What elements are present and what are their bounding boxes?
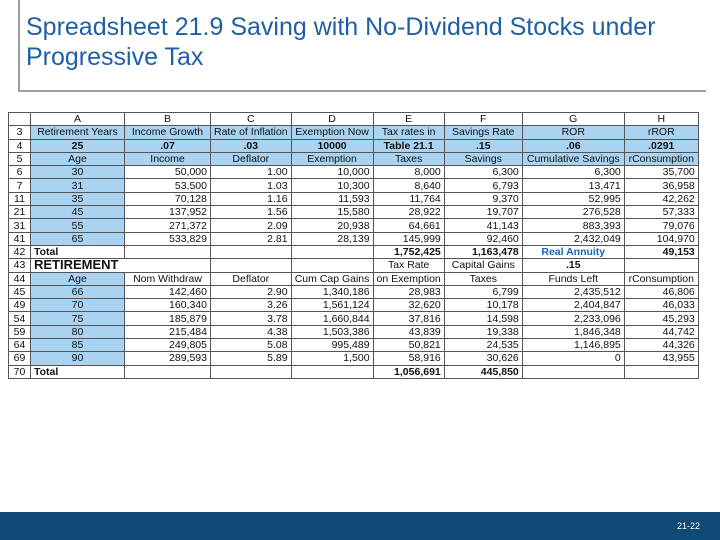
cell: 1,660,844 (291, 312, 373, 325)
cell: 25 (31, 139, 125, 152)
cell: 160,340 (125, 299, 211, 312)
total-label: Total (31, 245, 125, 258)
cell (211, 259, 292, 272)
cell: .15 (444, 139, 522, 152)
cell: 276,528 (522, 206, 624, 219)
cell (522, 365, 624, 378)
cell: 10,300 (291, 179, 373, 192)
row-number: 54 (9, 312, 31, 325)
row-number: 45 (9, 285, 31, 298)
cell: Age (31, 152, 125, 165)
cell: Cumulative Savings (522, 152, 624, 165)
cell: 883,393 (522, 219, 624, 232)
table-row (9, 325, 699, 338)
cell: 13,471 (522, 179, 624, 192)
cell: 9,370 (444, 192, 522, 205)
cell: Taxes (373, 152, 444, 165)
cell: 2.09 (211, 219, 292, 232)
cell: 35 (31, 192, 125, 205)
cell: 44,326 (624, 339, 698, 352)
data-header-row (9, 152, 699, 165)
total-savings: 1,163,478 (444, 245, 522, 258)
cell: Age (31, 272, 125, 285)
real-annuity-label: Real Annuity (522, 245, 624, 258)
cell: 2,432,049 (522, 232, 624, 245)
cell: 1.16 (211, 192, 292, 205)
cell: .07 (125, 139, 211, 152)
cell: 137,952 (125, 206, 211, 219)
row-number: 21 (9, 206, 31, 219)
cell: Table 21.1 (373, 139, 444, 152)
cell (211, 365, 292, 378)
cell: Tax rates in (373, 126, 444, 139)
cell: 50,000 (125, 166, 211, 179)
cell: 6,793 (444, 179, 522, 192)
cell: 70 (31, 299, 125, 312)
cell: 19,707 (444, 206, 522, 219)
table-row (9, 219, 699, 232)
cell: 2,404,847 (522, 299, 624, 312)
cell: 3.78 (211, 312, 292, 325)
cell: 80 (31, 325, 125, 338)
column-header-f: F (444, 113, 522, 126)
column-header-e: E (373, 113, 444, 126)
row-number: 64 (9, 339, 31, 352)
cell: rROR (624, 126, 698, 139)
table-row (9, 179, 699, 192)
cell (624, 365, 698, 378)
cell: on Exemption (373, 272, 444, 285)
cell: 28,922 (373, 206, 444, 219)
row-number: 69 (9, 352, 31, 365)
row-number: 42 (9, 245, 31, 258)
working-total-row (9, 245, 699, 258)
cell: 1.56 (211, 206, 292, 219)
total-label: Total (31, 365, 125, 378)
cell (125, 365, 211, 378)
retirement-header-row (9, 259, 699, 272)
title-divider (18, 90, 706, 92)
table-row (9, 206, 699, 219)
row-number: 5 (9, 152, 31, 165)
cell: 28,983 (373, 285, 444, 298)
parameter-value-row (9, 139, 699, 152)
row-number: 49 (9, 299, 31, 312)
cell: 6,300 (444, 166, 522, 179)
cell: Savings (444, 152, 522, 165)
cell: 185,879 (125, 312, 211, 325)
cell: 1,146,895 (522, 339, 624, 352)
cell: 31 (31, 179, 125, 192)
cell: Tax Rate (373, 259, 444, 272)
real-annuity-value: 49,153 (624, 245, 698, 258)
cell: 1,561,124 (291, 299, 373, 312)
cell: 8,000 (373, 166, 444, 179)
cell: 43,839 (373, 325, 444, 338)
cell: 11,764 (373, 192, 444, 205)
cell: 3.26 (211, 299, 292, 312)
cell: Funds Left (522, 272, 624, 285)
page-number: 21-22 (676, 521, 700, 531)
cell: 15,580 (291, 206, 373, 219)
cell: Exemption Now (291, 126, 373, 139)
cell: 92,460 (444, 232, 522, 245)
total-taxes: 445,850 (444, 365, 522, 378)
cell: 5.89 (211, 352, 292, 365)
cell: 65 (31, 232, 125, 245)
cell: 20,938 (291, 219, 373, 232)
cell: 14,598 (444, 312, 522, 325)
parameter-label-row (9, 126, 699, 139)
total-exemption: 1,056,691 (373, 365, 444, 378)
cell: 1.03 (211, 179, 292, 192)
cell: 52,995 (522, 192, 624, 205)
table-row (9, 352, 699, 365)
cell: 11,593 (291, 192, 373, 205)
row-number: 70 (9, 365, 31, 378)
cell: Deflator (211, 152, 292, 165)
table-row (9, 299, 699, 312)
cell: 1,503,386 (291, 325, 373, 338)
cell: 289,593 (125, 352, 211, 365)
cell: Deflator (211, 272, 292, 285)
cell: 30 (31, 166, 125, 179)
title-left-rule (18, 0, 20, 92)
cell: 2,435,512 (522, 285, 624, 298)
cell: 1.00 (211, 166, 292, 179)
cell: 79,076 (624, 219, 698, 232)
cell: 58,916 (373, 352, 444, 365)
cell: 533,829 (125, 232, 211, 245)
cell: 66 (31, 285, 125, 298)
row-number: 6 (9, 166, 31, 179)
table-row (9, 232, 699, 245)
cell: 45,293 (624, 312, 698, 325)
cell (624, 259, 698, 272)
row-number: 7 (9, 179, 31, 192)
table-row (9, 339, 699, 352)
column-header-d: D (291, 113, 373, 126)
column-header-b: B (125, 113, 211, 126)
cell: Nom Withdraw (125, 272, 211, 285)
cell: 44,742 (624, 325, 698, 338)
cell (125, 245, 211, 258)
cell: 5.08 (211, 339, 292, 352)
retirement-label: RETIREMENT (31, 259, 211, 272)
row-number: 59 (9, 325, 31, 338)
cell: 142,460 (125, 285, 211, 298)
cell: 8,640 (373, 179, 444, 192)
cell: Rate of Inflation (211, 126, 292, 139)
footer-bar (0, 512, 720, 540)
cell: 85 (31, 339, 125, 352)
cell: 145,999 (373, 232, 444, 245)
cell: 57,333 (624, 206, 698, 219)
cell: 6,300 (522, 166, 624, 179)
row-number: 4 (9, 139, 31, 152)
cell: 32,620 (373, 299, 444, 312)
cell: 1,500 (291, 352, 373, 365)
cell: Income (125, 152, 211, 165)
cell: Exemption (291, 152, 373, 165)
cell: ROR (522, 126, 624, 139)
cell: 46,806 (624, 285, 698, 298)
cell: 249,805 (125, 339, 211, 352)
cell: 45 (31, 206, 125, 219)
cell: 2,233,096 (522, 312, 624, 325)
cell: rConsumption (624, 152, 698, 165)
cell: 1,846,348 (522, 325, 624, 338)
cell: 41,143 (444, 219, 522, 232)
cell: Capital Gains (444, 259, 522, 272)
cell: 271,372 (125, 219, 211, 232)
table-row (9, 192, 699, 205)
row-number: 43 (9, 259, 31, 272)
table-row (9, 166, 699, 179)
cell: .03 (211, 139, 292, 152)
cell: 64,661 (373, 219, 444, 232)
cell: 215,484 (125, 325, 211, 338)
cell: Taxes (444, 272, 522, 285)
row-number: 44 (9, 272, 31, 285)
cell: Retirement Years (31, 126, 125, 139)
cell: 28,139 (291, 232, 373, 245)
cell: 43,955 (624, 352, 698, 365)
cell: 1,340,186 (291, 285, 373, 298)
row-number: 3 (9, 126, 31, 139)
cell (291, 259, 373, 272)
cell: 10000 (291, 139, 373, 152)
cell: rConsumption (624, 272, 698, 285)
cell: .15 (522, 259, 624, 272)
row-number: 41 (9, 232, 31, 245)
cell: 995,489 (291, 339, 373, 352)
cell (291, 365, 373, 378)
cell: Savings Rate (444, 126, 522, 139)
spreadsheet (8, 112, 699, 379)
cell: 24,535 (444, 339, 522, 352)
cell: 0 (522, 352, 624, 365)
slide-title: Spreadsheet 21.9 Saving with No-Dividend Stocks under Progressive Tax (26, 13, 656, 71)
column-header-c: C (211, 113, 292, 126)
cell: 53,500 (125, 179, 211, 192)
cell: 46,033 (624, 299, 698, 312)
cell: Cum Cap Gains (291, 272, 373, 285)
total-taxes: 1,752,425 (373, 245, 444, 258)
cell: 36,958 (624, 179, 698, 192)
column-header-g: G (522, 113, 624, 126)
row-number: 31 (9, 219, 31, 232)
retirement-column-header-row (9, 272, 699, 285)
cell: 10,000 (291, 166, 373, 179)
cell: Income Growth (125, 126, 211, 139)
cell: 19,338 (444, 325, 522, 338)
column-header-a: A (31, 113, 125, 126)
cell: 30,626 (444, 352, 522, 365)
cell: 75 (31, 312, 125, 325)
cell: 35,700 (624, 166, 698, 179)
cell: 2.90 (211, 285, 292, 298)
cell: 90 (31, 352, 125, 365)
corner-cell (9, 113, 31, 126)
cell: 42,262 (624, 192, 698, 205)
cell: 104,970 (624, 232, 698, 245)
cell: 6,799 (444, 285, 522, 298)
retirement-total-row (9, 365, 699, 378)
cell (291, 245, 373, 258)
column-header-row (9, 113, 699, 126)
row-number: 11 (9, 192, 31, 205)
cell: .0291 (624, 139, 698, 152)
column-header-h: H (624, 113, 698, 126)
cell: 37,816 (373, 312, 444, 325)
table-row (9, 285, 699, 298)
cell: 10,178 (444, 299, 522, 312)
cell: 50,821 (373, 339, 444, 352)
cell: .06 (522, 139, 624, 152)
table-row (9, 312, 699, 325)
cell: 55 (31, 219, 125, 232)
cell: 2.81 (211, 232, 292, 245)
cell: 70,128 (125, 192, 211, 205)
cell: 4.38 (211, 325, 292, 338)
cell (211, 245, 292, 258)
